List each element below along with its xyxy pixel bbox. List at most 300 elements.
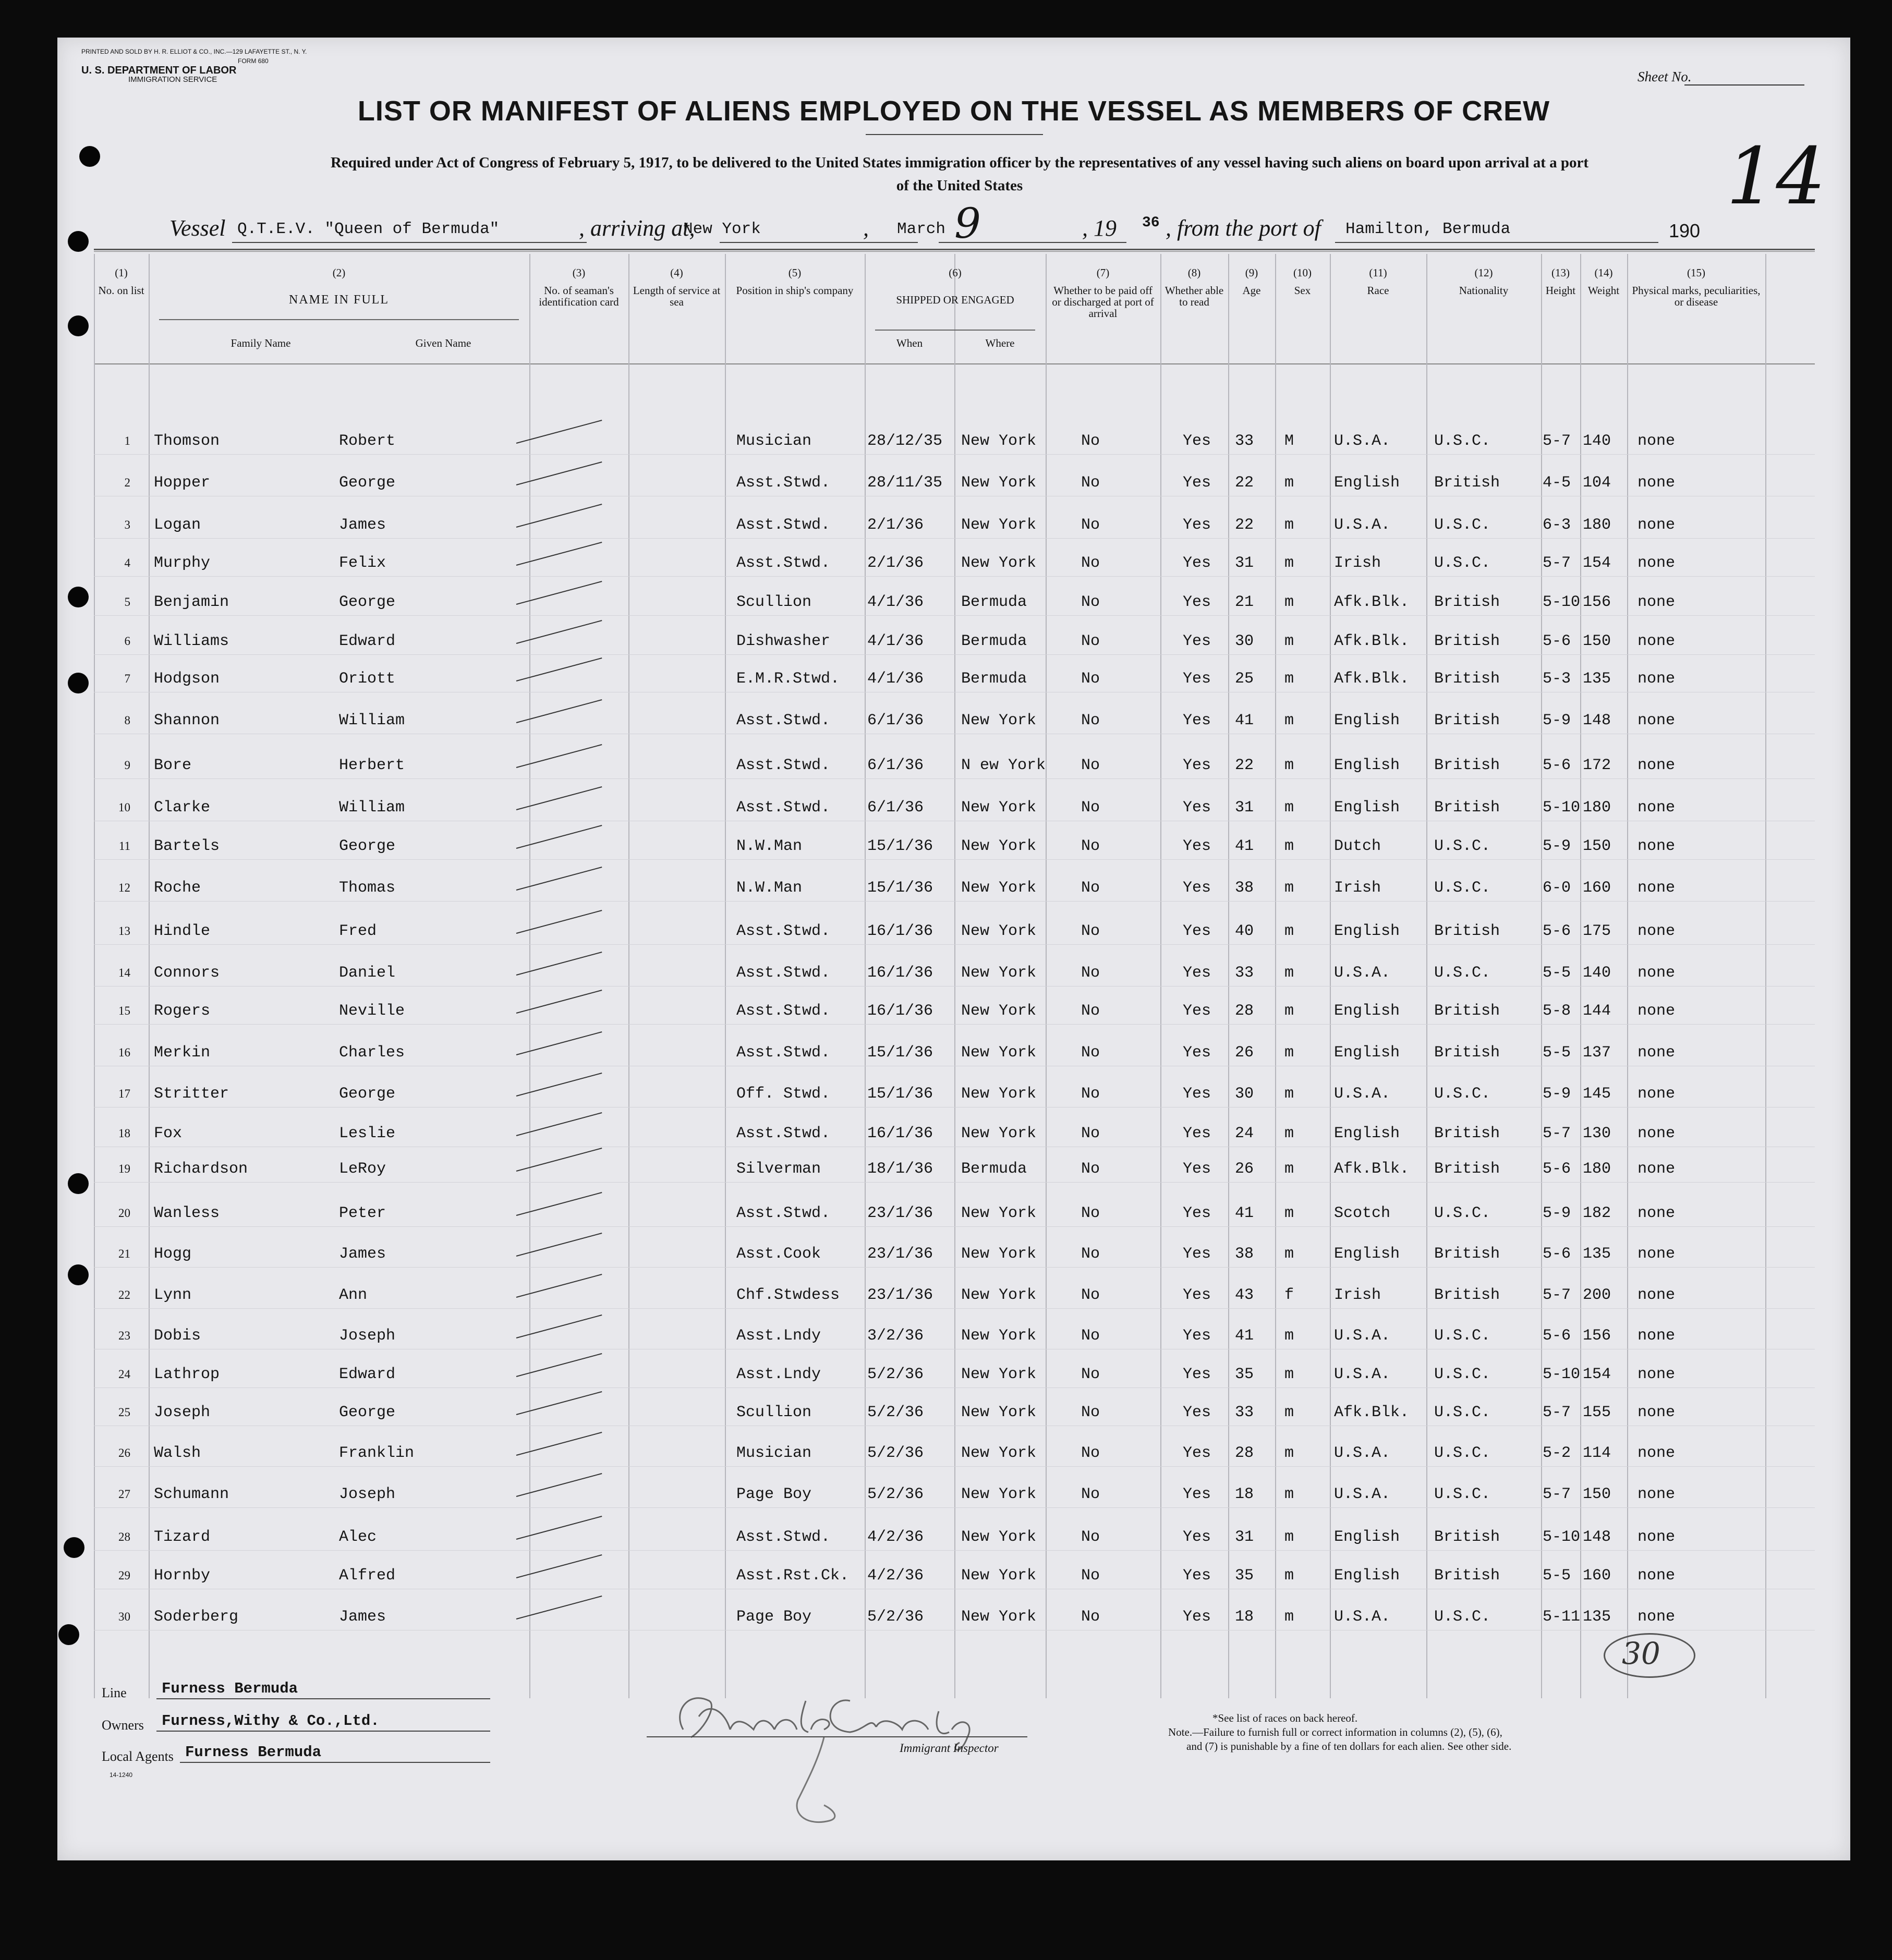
- total-count: 30: [1622, 1636, 1660, 1671]
- height: 5-7: [1543, 1404, 1571, 1421]
- height: 5-10: [1543, 1528, 1581, 1546]
- shipped-where: New York: [961, 554, 1037, 572]
- row-number: 14: [118, 966, 130, 979]
- age: 31: [1235, 799, 1254, 817]
- given-name: Peter: [339, 1204, 386, 1222]
- shipped-where: New York: [961, 879, 1037, 897]
- physical-marks: none: [1638, 1444, 1676, 1462]
- punch-hole: [64, 1537, 84, 1558]
- document-subtitle: [162, 151, 1757, 197]
- age: 28: [1235, 1444, 1254, 1462]
- physical-marks: none: [1638, 799, 1676, 817]
- sex: m: [1284, 1327, 1294, 1345]
- from-port-underline: [1335, 242, 1658, 243]
- race: Irish: [1334, 1286, 1381, 1304]
- race: English: [1334, 1044, 1400, 1062]
- column-header: [865, 267, 1046, 306]
- paid-off: No: [1081, 1085, 1100, 1103]
- able-to-read: Yes: [1183, 554, 1211, 572]
- nationality: British: [1434, 757, 1500, 774]
- given-name: Daniel: [339, 964, 396, 982]
- given-name: Joseph: [339, 1486, 396, 1503]
- position: Asst.Rst.Ck.: [736, 1567, 850, 1585]
- weight: 180: [1583, 799, 1611, 817]
- height: 5-9: [1543, 837, 1571, 855]
- age: 22: [1235, 516, 1254, 534]
- physical-marks: none: [1638, 1125, 1676, 1142]
- able-to-read: Yes: [1183, 593, 1211, 611]
- able-to-read: Yes: [1183, 632, 1211, 650]
- race: English: [1334, 922, 1400, 940]
- height: 4-5: [1543, 474, 1571, 492]
- row-number: 8: [124, 714, 130, 727]
- physical-marks: none: [1638, 1286, 1676, 1304]
- family-name: Rogers: [154, 1002, 211, 1020]
- shipped-where: New York: [961, 964, 1037, 982]
- column-number: (5): [788, 266, 802, 279]
- paid-off: No: [1081, 799, 1100, 817]
- nationality: British: [1434, 593, 1500, 611]
- arrival-month: March: [897, 220, 946, 238]
- shipped-when: 15/1/36: [867, 1085, 933, 1103]
- column-label: Sex: [1294, 284, 1311, 297]
- shipped-when: 6/1/36: [867, 799, 924, 817]
- physical-marks: none: [1638, 1366, 1676, 1383]
- weight: 156: [1583, 593, 1611, 611]
- column-number: (13): [1551, 266, 1570, 279]
- weight: 154: [1583, 1366, 1611, 1383]
- given-name: LeRoy: [339, 1160, 386, 1178]
- height: 5-6: [1543, 632, 1571, 650]
- row-guide: [94, 654, 1815, 655]
- height: 5-8: [1543, 1002, 1571, 1020]
- stamp-number: 190: [1669, 220, 1701, 241]
- nationality: British: [1434, 1044, 1500, 1062]
- given-name: George: [339, 837, 396, 855]
- punch-hole: [68, 315, 89, 336]
- race: U.S.A.: [1334, 432, 1391, 450]
- family-name: Tizard: [154, 1528, 211, 1546]
- sex: m: [1284, 1608, 1294, 1626]
- column-label: Length of service at sea: [633, 284, 721, 308]
- able-to-read: Yes: [1183, 1366, 1211, 1383]
- family-name: Merkin: [154, 1044, 211, 1062]
- shipped-where: New York: [961, 1404, 1037, 1421]
- shipped-where: New York: [961, 1486, 1037, 1503]
- age: 33: [1235, 1404, 1254, 1421]
- paid-off: No: [1081, 516, 1100, 534]
- race: Afk.Blk.: [1334, 593, 1410, 611]
- position: Asst.Stwd.: [736, 1044, 831, 1062]
- physical-marks: none: [1638, 879, 1676, 897]
- family-name: Fox: [154, 1125, 183, 1142]
- shipped-when: 2/1/36: [867, 554, 924, 572]
- weight: 150: [1583, 837, 1611, 855]
- column-number: (15): [1687, 266, 1705, 279]
- physical-marks: none: [1638, 964, 1676, 982]
- weight: 155: [1583, 1404, 1611, 1421]
- shipped-where: Bermuda: [961, 1160, 1027, 1178]
- row-number: 19: [118, 1162, 130, 1175]
- row-guide: [94, 944, 1815, 945]
- age: 25: [1235, 670, 1254, 688]
- service-name: IMMIGRATION SERVICE: [128, 75, 217, 84]
- position: Asst.Stwd.: [736, 1002, 831, 1020]
- age: 31: [1235, 554, 1254, 572]
- paid-off: No: [1081, 837, 1100, 855]
- height: 5-7: [1543, 1286, 1571, 1304]
- sex: m: [1284, 554, 1294, 572]
- column-number: (2): [332, 266, 346, 279]
- height: 6-0: [1543, 879, 1571, 897]
- column-rule: [1330, 254, 1331, 1698]
- race: English: [1334, 1567, 1400, 1585]
- family-name: Schumann: [154, 1486, 229, 1503]
- height: 5-10: [1543, 799, 1581, 817]
- departure-port: Hamilton, Bermuda: [1345, 220, 1511, 238]
- shipped-when: 4/1/36: [867, 593, 924, 611]
- age: 33: [1235, 432, 1254, 450]
- able-to-read: Yes: [1183, 1002, 1211, 1020]
- row-guide: [94, 1226, 1815, 1227]
- family-name: Lynn: [154, 1286, 192, 1304]
- nationality: British: [1434, 474, 1500, 492]
- given-name: James: [339, 1245, 386, 1263]
- subheader-label: Family Name: [231, 337, 291, 349]
- position: Asst.Stwd.: [736, 964, 831, 982]
- family-name: Logan: [154, 516, 201, 534]
- height: 5-11: [1543, 1608, 1581, 1626]
- column-label: Weight: [1587, 284, 1620, 297]
- given-name: Charles: [339, 1044, 405, 1062]
- agents-value: Furness Bermuda: [185, 1744, 322, 1761]
- department-name: U. S. DEPARTMENT OF LABOR: [81, 65, 237, 76]
- row-number: 2: [124, 476, 130, 489]
- able-to-read: Yes: [1183, 1085, 1211, 1103]
- given-name: Joseph: [339, 1327, 396, 1345]
- family-name: Hopper: [154, 474, 211, 492]
- position: Asst.Stwd.: [736, 1204, 831, 1222]
- title-rule: [866, 134, 1043, 135]
- subheader-rule: [875, 330, 1035, 331]
- height: 5-10: [1543, 593, 1581, 611]
- sex: m: [1284, 1204, 1294, 1222]
- position: Asst.Stwd.: [736, 474, 831, 492]
- age: 22: [1235, 474, 1254, 492]
- given-name: Neville: [339, 1002, 405, 1020]
- race: English: [1334, 799, 1400, 817]
- agents-label: Local Agents: [102, 1749, 174, 1764]
- nationality: British: [1434, 712, 1500, 729]
- vessel-label: Vessel: [169, 215, 226, 241]
- table-top-rule: [94, 249, 1815, 250]
- family-name: Hindle: [154, 922, 211, 940]
- shipped-when: 4/1/36: [867, 632, 924, 650]
- agents-underline: [180, 1762, 490, 1763]
- height: 5-6: [1543, 757, 1571, 774]
- position: Asst.Stwd.: [736, 1125, 831, 1142]
- row-guide: [94, 1387, 1815, 1388]
- height: 5-6: [1543, 922, 1571, 940]
- weight: 150: [1583, 1486, 1611, 1503]
- able-to-read: Yes: [1183, 1327, 1211, 1345]
- column-label: NAME IN FULL: [289, 293, 389, 307]
- weight: 160: [1583, 1567, 1611, 1585]
- shipped-when: 15/1/36: [867, 879, 933, 897]
- row-guide: [94, 1507, 1815, 1508]
- row-number: 9: [124, 759, 130, 772]
- shipped-where: New York: [961, 1125, 1037, 1142]
- family-name: Bartels: [154, 837, 220, 855]
- family-name: Connors: [154, 964, 220, 982]
- row-number: 27: [118, 1488, 130, 1501]
- shipped-where: New York: [961, 1608, 1037, 1626]
- age: 40: [1235, 922, 1254, 940]
- able-to-read: Yes: [1183, 1044, 1211, 1062]
- nationality: British: [1434, 1567, 1500, 1585]
- shipped-when: 5/2/36: [867, 1366, 924, 1383]
- column-label: Whether able to read: [1165, 284, 1224, 308]
- family-name: Wanless: [154, 1204, 220, 1222]
- race: English: [1334, 1002, 1400, 1020]
- column-rule: [1627, 254, 1628, 1698]
- family-name: Lathrop: [154, 1366, 220, 1383]
- able-to-read: Yes: [1183, 837, 1211, 855]
- shipped-when: 6/1/36: [867, 712, 924, 729]
- position: N.W.Man: [736, 837, 803, 855]
- paid-off: No: [1081, 1404, 1100, 1421]
- paid-off: No: [1081, 1444, 1100, 1462]
- row-guide: [94, 1550, 1815, 1551]
- able-to-read: Yes: [1183, 1567, 1211, 1585]
- shipped-where: New York: [961, 1286, 1037, 1304]
- family-name: Hodgson: [154, 670, 220, 688]
- owners-underline: [156, 1731, 490, 1732]
- physical-marks: none: [1638, 516, 1676, 534]
- family-name: Thomson: [154, 432, 220, 450]
- vessel-name: Q.T.E.V. "Queen of Bermuda": [237, 220, 500, 238]
- able-to-read: Yes: [1183, 1125, 1211, 1142]
- column-rule: [628, 254, 629, 1698]
- nationality: British: [1434, 670, 1500, 688]
- family-name: Walsh: [154, 1444, 201, 1462]
- inspector-label: Immigrant Inspector: [900, 1742, 999, 1755]
- shipped-where: N ew York: [961, 757, 1046, 774]
- height: 5-9: [1543, 1085, 1571, 1103]
- height: 5-6: [1543, 1245, 1571, 1263]
- column-rule: [1541, 254, 1542, 1698]
- physical-marks: none: [1638, 1327, 1676, 1345]
- shipped-where: New York: [961, 1528, 1037, 1546]
- sex: m: [1284, 1366, 1294, 1383]
- paid-off: No: [1081, 432, 1100, 450]
- sex: m: [1284, 922, 1294, 940]
- shipped-where: New York: [961, 432, 1037, 450]
- sex: m: [1284, 1002, 1294, 1020]
- given-name: Edward: [339, 1366, 396, 1383]
- punch-hole: [68, 1264, 89, 1285]
- able-to-read: Yes: [1183, 670, 1211, 688]
- paid-off: No: [1081, 554, 1100, 572]
- height: 5-7: [1543, 1486, 1571, 1503]
- weight: 135: [1583, 670, 1611, 688]
- paid-off: No: [1081, 1567, 1100, 1585]
- row-number: 16: [118, 1046, 130, 1059]
- shipped-when: 28/11/35: [867, 474, 943, 492]
- weight: 200: [1583, 1286, 1611, 1304]
- sex: m: [1284, 799, 1294, 817]
- race: Scotch: [1334, 1204, 1391, 1222]
- row-number: 29: [118, 1569, 130, 1582]
- paid-off: No: [1081, 593, 1100, 611]
- position: Page Boy: [736, 1608, 812, 1626]
- weight: 137: [1583, 1044, 1611, 1062]
- column-rule: [1426, 254, 1427, 1698]
- row-number: 5: [124, 595, 130, 608]
- weight: 140: [1583, 432, 1611, 450]
- penalty-note-cont: and (7) is punishable by a fine of ten dollars for each alien. See other side.: [1186, 1740, 1512, 1752]
- column-rule: [1046, 254, 1047, 1698]
- family-name: Clarke: [154, 799, 211, 817]
- nationality: U.S.C.: [1434, 1444, 1491, 1462]
- able-to-read: Yes: [1183, 1444, 1211, 1462]
- subheader-label: When: [896, 337, 923, 349]
- able-to-read: Yes: [1183, 1245, 1211, 1263]
- sex: m: [1284, 516, 1294, 534]
- column-header: [149, 267, 529, 306]
- row-number: 30: [118, 1610, 130, 1623]
- column-rule: [1765, 254, 1766, 1698]
- sex: m: [1284, 712, 1294, 729]
- nationality: British: [1434, 1528, 1500, 1546]
- able-to-read: Yes: [1183, 516, 1211, 534]
- sex: m: [1284, 837, 1294, 855]
- race: U.S.A.: [1334, 1608, 1391, 1626]
- row-number: 7: [124, 672, 130, 685]
- paid-off: No: [1081, 1608, 1100, 1626]
- race: English: [1334, 474, 1400, 492]
- shipped-when: 5/2/36: [867, 1444, 924, 1462]
- shipped-where: New York: [961, 474, 1037, 492]
- column-label: Physical marks, peculiarities, or disease: [1632, 284, 1761, 308]
- line-label: Line: [102, 1685, 127, 1700]
- weight: 154: [1583, 554, 1611, 572]
- shipped-where: New York: [961, 1567, 1037, 1585]
- row-guide: [94, 615, 1815, 616]
- physical-marks: none: [1638, 837, 1676, 855]
- race: English: [1334, 1125, 1400, 1142]
- shipped-when: 5/2/36: [867, 1486, 924, 1503]
- paid-off: No: [1081, 1286, 1100, 1304]
- given-name: Fred: [339, 922, 377, 940]
- height: 5-9: [1543, 712, 1571, 729]
- paid-off: No: [1081, 1044, 1100, 1062]
- age: 38: [1235, 1245, 1254, 1263]
- column-rule: [1228, 254, 1229, 1698]
- row-number: 4: [124, 556, 130, 569]
- shipped-when: 2/1/36: [867, 516, 924, 534]
- height: 5-7: [1543, 432, 1571, 450]
- nationality: British: [1434, 922, 1500, 940]
- able-to-read: Yes: [1183, 1404, 1211, 1421]
- form-number: FORM 680: [238, 57, 269, 65]
- physical-marks: none: [1638, 1044, 1676, 1062]
- shipped-when: 5/2/36: [867, 1404, 924, 1421]
- given-name: Robert: [339, 432, 396, 450]
- column-number: (8): [1187, 266, 1201, 279]
- weight: 182: [1583, 1204, 1611, 1222]
- subheader-label: Given Name: [415, 337, 471, 349]
- row-number: 23: [118, 1329, 130, 1342]
- sex: m: [1284, 1444, 1294, 1462]
- nationality: U.S.C.: [1434, 837, 1491, 855]
- shipped-where: Bermuda: [961, 593, 1027, 611]
- column-number: (4): [670, 266, 683, 279]
- family-name: Roche: [154, 879, 201, 897]
- physical-marks: none: [1638, 1085, 1676, 1103]
- height: 5-5: [1543, 1567, 1571, 1585]
- weight: 156: [1583, 1327, 1611, 1345]
- physical-marks: none: [1638, 1245, 1676, 1263]
- age: 43: [1235, 1286, 1254, 1304]
- shipped-when: 23/1/36: [867, 1286, 933, 1304]
- weight: 114: [1583, 1444, 1611, 1462]
- row-number: 6: [124, 635, 130, 648]
- table-top-rule: [94, 251, 1815, 252]
- row-number: 18: [118, 1127, 130, 1140]
- year-label: , 19: [1082, 215, 1117, 241]
- able-to-read: Yes: [1183, 964, 1211, 982]
- sex: m: [1284, 1160, 1294, 1178]
- physical-marks: none: [1638, 712, 1676, 729]
- race: Afk.Blk.: [1334, 1160, 1410, 1178]
- family-name: Richardson: [154, 1160, 248, 1178]
- paid-off: No: [1081, 670, 1100, 688]
- column-number: (14): [1594, 266, 1613, 279]
- physical-marks: none: [1638, 1486, 1676, 1503]
- able-to-read: Yes: [1183, 474, 1211, 492]
- column-header: [1426, 267, 1541, 296]
- punch-hole: [79, 146, 100, 167]
- column-rule: [529, 254, 530, 1698]
- column-rule: [725, 254, 726, 1698]
- position: Off. Stwd.: [736, 1085, 831, 1103]
- given-name: Alec: [339, 1528, 377, 1546]
- shipped-when: 16/1/36: [867, 1125, 933, 1142]
- sex: m: [1284, 593, 1294, 611]
- row-number: 22: [118, 1288, 130, 1301]
- physical-marks: none: [1638, 1608, 1676, 1626]
- nationality: U.S.C.: [1434, 1608, 1491, 1626]
- row-number: 3: [124, 518, 130, 531]
- age: 24: [1235, 1125, 1254, 1142]
- shipped-where: Bermuda: [961, 632, 1027, 650]
- position: Asst.Stwd.: [736, 922, 831, 940]
- race: U.S.A.: [1334, 1444, 1391, 1462]
- height: 5-5: [1543, 1044, 1571, 1062]
- race: English: [1334, 757, 1400, 774]
- physical-marks: none: [1638, 1002, 1676, 1020]
- column-rule: [1580, 254, 1581, 1698]
- height: 5-9: [1543, 1204, 1571, 1222]
- arrival-year: 36: [1142, 215, 1160, 231]
- age: 41: [1235, 712, 1254, 729]
- shipped-when: 4/2/36: [867, 1567, 924, 1585]
- column-label: SHIPPED OR ENGAGED: [896, 294, 1014, 306]
- line-value: Furness Bermuda: [162, 1680, 298, 1697]
- row-guide: [94, 1466, 1815, 1467]
- age: 31: [1235, 1528, 1254, 1546]
